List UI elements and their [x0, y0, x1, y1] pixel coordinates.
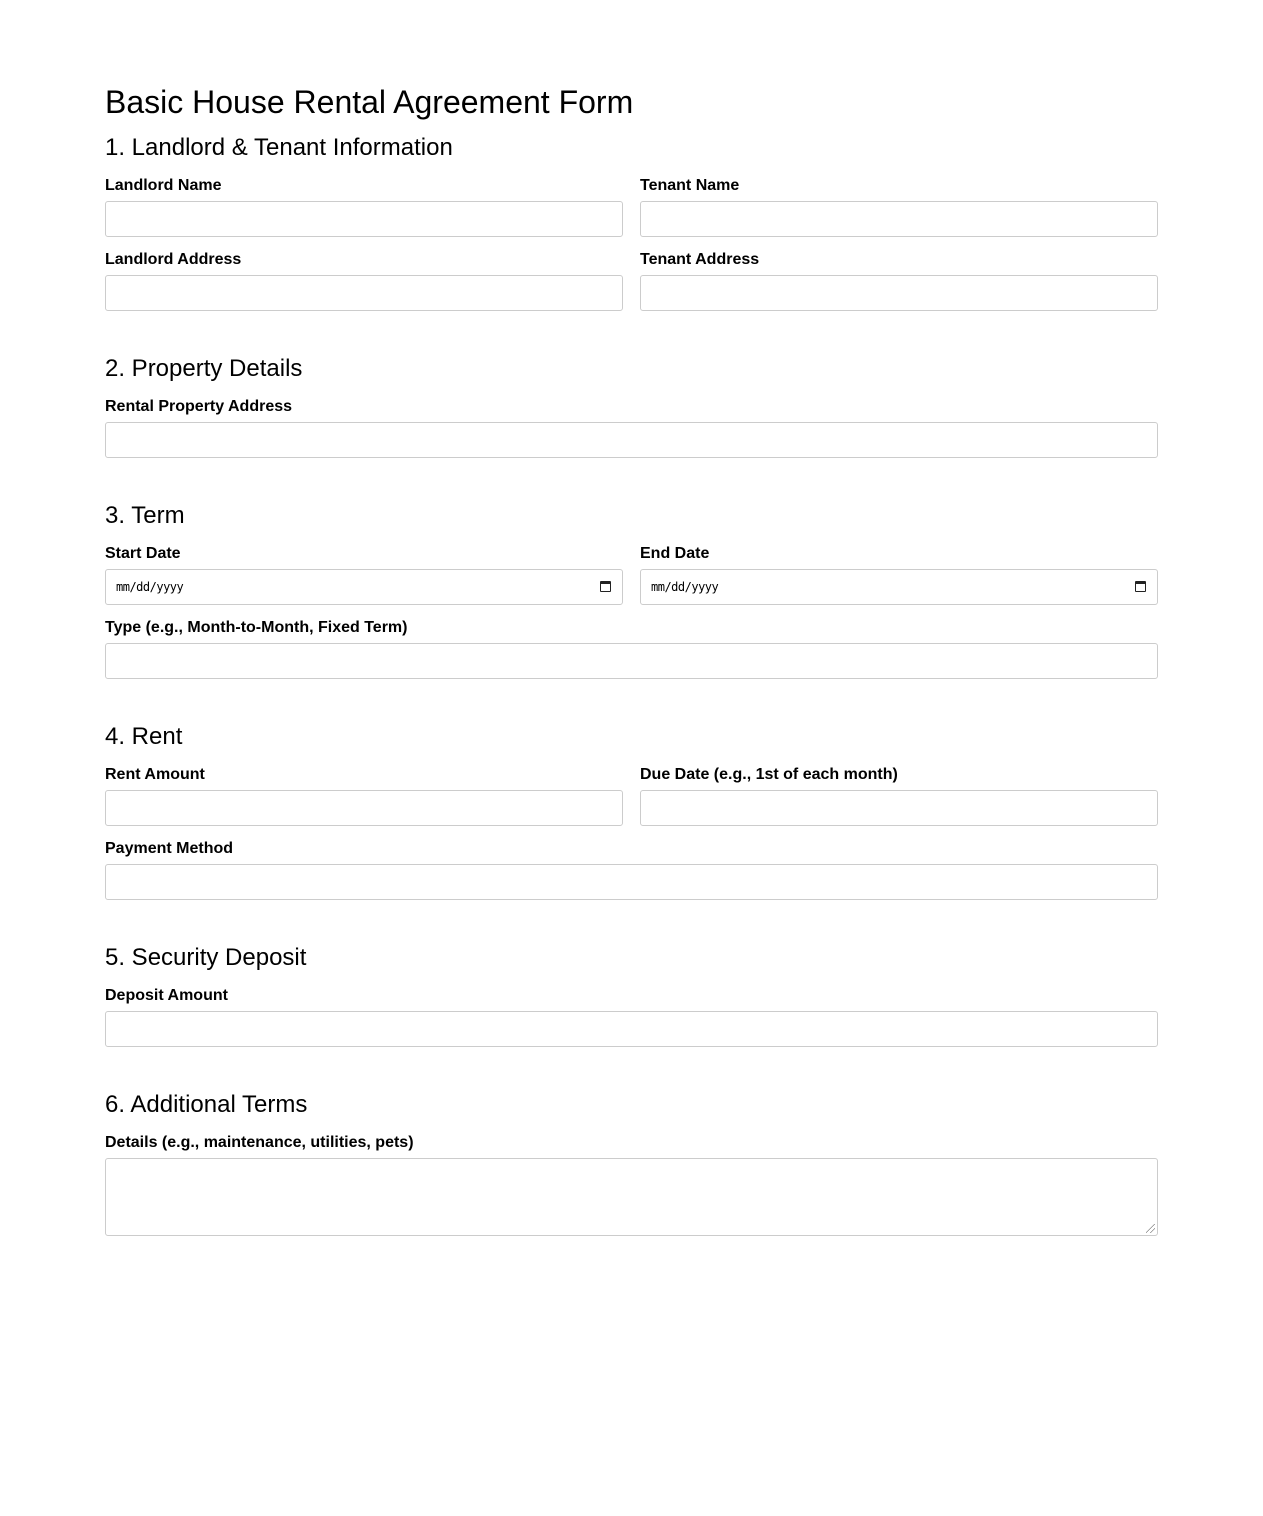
- property-address-label: Rental Property Address: [105, 398, 293, 415]
- tenant-name-label: Tenant Name: [640, 177, 740, 194]
- details-label: Details (e.g., maintenance, utilities, pets): [105, 1134, 414, 1151]
- term-type-label: Type (e.g., Month-to-Month, Fixed Term): [105, 619, 408, 636]
- rent-amount-label: Rent Amount: [105, 766, 205, 783]
- section-term: [105, 501, 1158, 679]
- end-date-input[interactable]: [640, 569, 1158, 605]
- tenant-address-label: Tenant Address: [640, 251, 760, 268]
- section-heading: 6. Additional Terms: [105, 1091, 308, 1118]
- property-address-input[interactable]: [105, 422, 1158, 458]
- section-additional-terms: [105, 1090, 1158, 1236]
- landlord-name-input[interactable]: [105, 201, 623, 237]
- section-heading: 1. Landlord & Tenant Information: [105, 134, 453, 161]
- landlord-name-label: Landlord Name: [105, 177, 222, 194]
- section-heading: 4. Rent: [105, 723, 183, 750]
- due-date-input[interactable]: [640, 790, 1158, 826]
- rent-amount-input[interactable]: [105, 790, 623, 826]
- end-date-label: End Date: [640, 545, 710, 562]
- rental-form: [105, 82, 1158, 1236]
- start-date-input[interactable]: [105, 569, 623, 605]
- start-date-label: Start Date: [105, 545, 181, 562]
- start-date-placeholder: mm/dd/yyyy: [116, 580, 184, 594]
- section-heading: 3. Term: [105, 502, 185, 529]
- calendar-icon[interactable]: [1135, 581, 1146, 592]
- page-title: Basic House Rental Agreement Form: [105, 84, 634, 120]
- calendar-icon[interactable]: [600, 581, 611, 592]
- section-property-details: [105, 354, 1158, 458]
- term-type-input[interactable]: [105, 643, 1158, 679]
- landlord-address-label: Landlord Address: [105, 251, 242, 268]
- landlord-address-input[interactable]: [105, 275, 623, 311]
- details-textarea[interactable]: [105, 1158, 1158, 1236]
- end-date-placeholder: mm/dd/yyyy: [651, 580, 719, 594]
- tenant-address-input[interactable]: [640, 275, 1158, 311]
- deposit-amount-input[interactable]: [105, 1011, 1158, 1047]
- resize-handle-icon[interactable]: [1146, 1224, 1155, 1233]
- section-security-deposit: [105, 943, 1158, 1047]
- section-landlord-tenant: [105, 133, 1158, 311]
- section-rent: [105, 722, 1158, 900]
- deposit-amount-label: Deposit Amount: [105, 987, 228, 1004]
- tenant-name-input[interactable]: [640, 201, 1158, 237]
- due-date-label: Due Date (e.g., 1st of each month): [640, 766, 898, 783]
- section-heading: 2. Property Details: [105, 355, 303, 382]
- section-heading: 5. Security Deposit: [105, 944, 307, 971]
- payment-method-label: Payment Method: [105, 840, 234, 857]
- payment-method-input[interactable]: [105, 864, 1158, 900]
